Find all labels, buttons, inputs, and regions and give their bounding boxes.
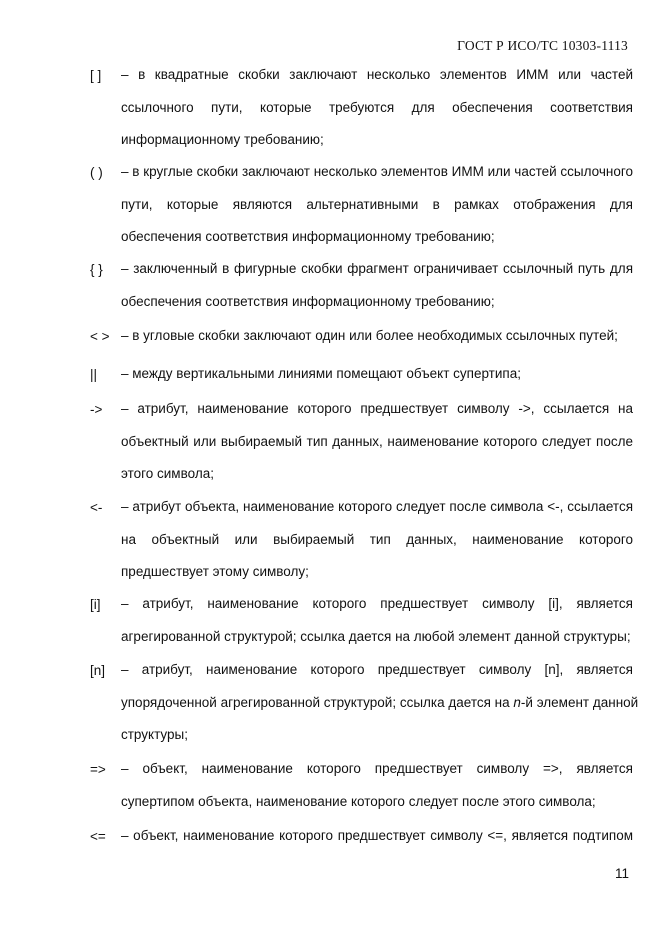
definition-text-line: – атрибут, наименование которого предшествует символу [n], является <box>121 662 633 677</box>
definition-text-line: объектный или выбираемый тип данных, наименование которого следует после <box>121 433 633 449</box>
definition-symbol: <- <box>90 500 103 515</box>
definition-symbol: || <box>90 367 98 382</box>
definition-entry <box>90 262 633 327</box>
definition-symbol: < > <box>90 329 110 344</box>
definition-entry <box>90 367 633 400</box>
definition-text-line: агрегированной структурой; ссылка дается на любой элемент данной структуры; <box>121 628 631 644</box>
definition-symbol: <= <box>90 829 106 844</box>
definition-text-line: информационному требованию; <box>121 132 324 147</box>
definition-symbol: { } <box>90 262 103 277</box>
definition-text-line: – атрибут объекта, наименование которого следует после символа <-, ссылается <box>121 499 633 514</box>
definition-symbol: [n] <box>90 663 106 678</box>
definition-text-line: структуры; <box>121 727 188 742</box>
definition-text-line: обеспечения соответствия информационному требованию; <box>121 293 495 309</box>
definition-text-line: – атрибут, наименование которого предшествует символу [i], является <box>121 596 633 611</box>
definition-symbol: => <box>90 762 106 777</box>
definition-entry <box>90 165 633 263</box>
definition-text-line: этого символа; <box>121 466 214 481</box>
definition-symbol: [i] <box>90 597 101 612</box>
definition-text-line: ссылочного пути, которые требуются для обеспечения соответствия <box>121 99 633 115</box>
definition-entry <box>90 329 633 362</box>
definition-entry <box>90 402 633 500</box>
definition-text-line: пути, которые являются альтернативными в рамках отображения для <box>121 196 633 212</box>
definition-entry <box>90 762 633 827</box>
definition-text-line: – между вертикальными линиями помещают объект супертипа; <box>121 366 521 381</box>
document-code: ГОСТ Р ИСО/ТС 10303-1113 <box>457 38 628 53</box>
definition-text-line: на объектный или выбираемый тип данных, наименование которого <box>121 531 633 547</box>
definition-entry <box>90 68 633 166</box>
definition-text-line: обеспечения соответствия информационному требованию; <box>121 229 495 244</box>
definition-symbol: [ ] <box>90 68 102 83</box>
definition-text-line: – в угловые скобки заключают один или более необходимых ссылочных путей; <box>121 328 618 343</box>
definition-text-line: предшествует этому символу; <box>121 564 309 579</box>
definition-entry <box>90 597 633 662</box>
definition-text-line: – в квадратные скобки заключают несколько элементов ИММ или частей <box>121 67 633 82</box>
definition-entry <box>90 662 639 761</box>
definition-symbol: ( ) <box>90 165 103 180</box>
definition-text-line: – в круглые скобки заключают несколько элементов ИММ или частей ссылочного <box>121 164 633 179</box>
definition-entry <box>90 500 633 598</box>
definition-entry <box>90 829 633 862</box>
definition-text-line: – атрибут, наименование которого предшествует символу ->, ссылается на <box>121 401 633 416</box>
definition-text-line: упорядоченной агрегированной структурой; ссылка дается на n-й элемент данной <box>121 694 639 710</box>
definition-text-line: – объект, наименование которого предшествует символу =>, является <box>121 761 633 776</box>
definition-symbol: -> <box>90 402 103 417</box>
definition-text-line: супертипом объекта, наименование которого следует после этого символа; <box>121 793 596 809</box>
page-number: 11 <box>614 866 629 881</box>
definition-text-line: – заключенный в фигурные скобки фрагмент ограничивает ссылочный путь для <box>121 261 633 276</box>
definition-text-line: – объект, наименование которого предшествует символу <=, является подтипом <box>121 828 633 843</box>
